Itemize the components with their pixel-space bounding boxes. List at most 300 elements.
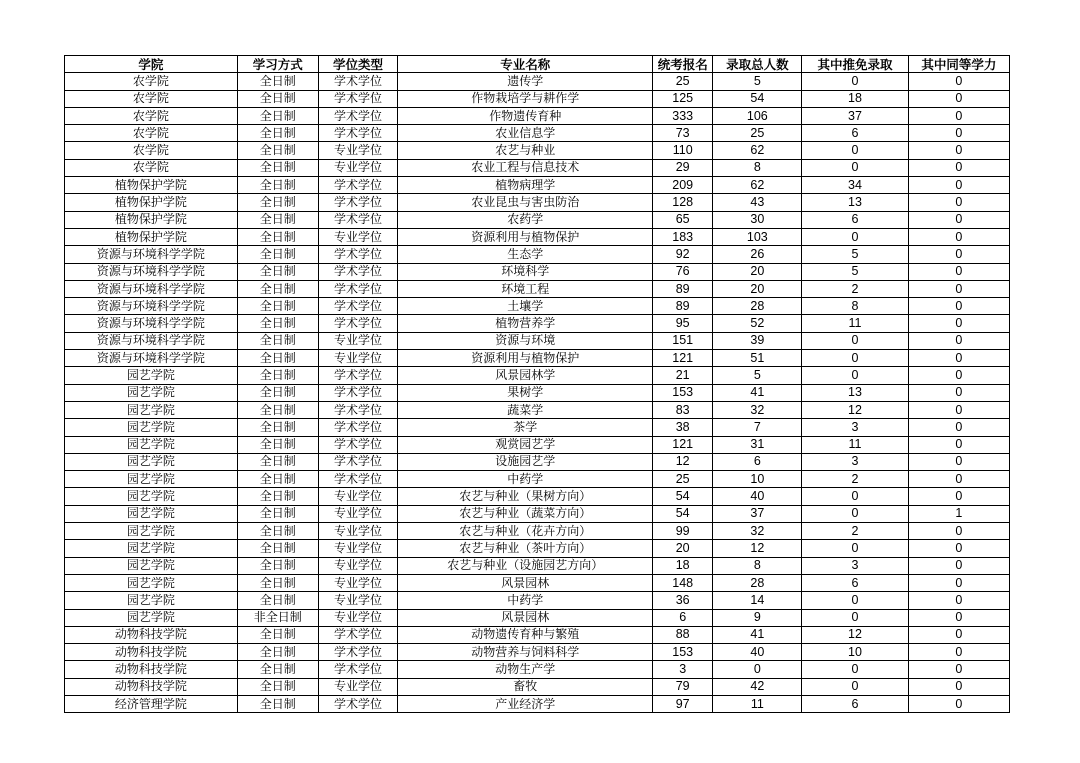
cell-total-admitted: 20 [713,263,802,280]
cell-degree-type: 学术学位 [318,125,398,142]
table-row [65,384,1010,401]
cell-recommended-admitted: 0 [802,350,908,367]
cell-recommended-admitted: 18 [802,90,908,107]
cell-recommended-admitted: 37 [802,107,908,124]
cell-college: 园艺学院 [65,609,238,626]
cell-major-name: 风景园林 [398,574,653,591]
cell-equivalent-education: 0 [908,211,1009,228]
cell-exam-applicants: 89 [653,280,713,297]
header-total-admitted: 录取总人数 [713,56,802,73]
table-row [65,626,1010,643]
table-row [65,298,1010,315]
cell-major-name: 畜牧 [398,678,653,695]
cell-equivalent-education: 0 [908,557,1009,574]
cell-equivalent-education: 0 [908,453,1009,470]
cell-equivalent-education: 0 [908,644,1009,661]
cell-study-mode: 全日制 [237,505,318,522]
header-recommended-admitted: 其中推免录取 [802,56,908,73]
cell-college: 资源与环境科学学院 [65,263,238,280]
cell-exam-applicants: 92 [653,246,713,263]
table-row [65,574,1010,591]
cell-recommended-admitted: 0 [802,142,908,159]
cell-college: 农学院 [65,90,238,107]
cell-exam-applicants: 36 [653,592,713,609]
cell-major-name: 设施园艺学 [398,453,653,470]
cell-degree-type: 专业学位 [318,557,398,574]
cell-equivalent-education: 0 [908,298,1009,315]
cell-degree-type: 学术学位 [318,695,398,712]
cell-recommended-admitted: 0 [802,73,908,90]
cell-study-mode: 全日制 [237,90,318,107]
cell-college: 动物科技学院 [65,678,238,695]
cell-exam-applicants: 153 [653,644,713,661]
cell-major-name: 生态学 [398,246,653,263]
cell-degree-type: 专业学位 [318,540,398,557]
cell-equivalent-education: 0 [908,350,1009,367]
cell-college: 动物科技学院 [65,661,238,678]
cell-college: 农学院 [65,125,238,142]
table-row [65,401,1010,418]
table-row [65,350,1010,367]
cell-recommended-admitted: 0 [802,505,908,522]
cell-equivalent-education: 0 [908,488,1009,505]
cell-total-admitted: 11 [713,695,802,712]
cell-major-name: 植物营养学 [398,315,653,332]
cell-study-mode: 全日制 [237,523,318,540]
cell-college: 农学院 [65,73,238,90]
cell-recommended-admitted: 3 [802,419,908,436]
cell-exam-applicants: 25 [653,73,713,90]
cell-college: 植物保护学院 [65,228,238,245]
cell-college: 园艺学院 [65,488,238,505]
cell-total-admitted: 10 [713,471,802,488]
cell-major-name: 中药学 [398,471,653,488]
cell-major-name: 果树学 [398,384,653,401]
cell-college: 资源与环境科学学院 [65,280,238,297]
cell-study-mode: 全日制 [237,678,318,695]
cell-equivalent-education: 0 [908,263,1009,280]
cell-recommended-admitted: 2 [802,471,908,488]
cell-study-mode: 全日制 [237,107,318,124]
cell-exam-applicants: 25 [653,471,713,488]
cell-exam-applicants: 110 [653,142,713,159]
cell-study-mode: 全日制 [237,246,318,263]
cell-degree-type: 学术学位 [318,384,398,401]
cell-total-admitted: 106 [713,107,802,124]
cell-equivalent-education: 0 [908,574,1009,591]
cell-recommended-admitted: 0 [802,592,908,609]
cell-total-admitted: 43 [713,194,802,211]
table-row [65,367,1010,384]
cell-study-mode: 全日制 [237,661,318,678]
cell-equivalent-education: 0 [908,419,1009,436]
cell-recommended-admitted: 0 [802,609,908,626]
cell-equivalent-education: 1 [908,505,1009,522]
table-row [65,419,1010,436]
cell-degree-type: 专业学位 [318,228,398,245]
cell-recommended-admitted: 8 [802,298,908,315]
cell-degree-type: 专业学位 [318,142,398,159]
cell-equivalent-education: 0 [908,401,1009,418]
cell-degree-type: 学术学位 [318,263,398,280]
cell-major-name: 茶学 [398,419,653,436]
cell-college: 园艺学院 [65,523,238,540]
cell-study-mode: 全日制 [237,488,318,505]
cell-equivalent-education: 0 [908,523,1009,540]
cell-degree-type: 学术学位 [318,419,398,436]
cell-recommended-admitted: 6 [802,211,908,228]
cell-total-admitted: 62 [713,177,802,194]
table-row [65,557,1010,574]
table-row [65,211,1010,228]
cell-exam-applicants: 79 [653,678,713,695]
cell-recommended-admitted: 5 [802,246,908,263]
cell-recommended-admitted: 13 [802,194,908,211]
cell-degree-type: 专业学位 [318,488,398,505]
cell-degree-type: 学术学位 [318,626,398,643]
cell-major-name: 农业工程与信息技术 [398,159,653,176]
table-row [65,246,1010,263]
cell-degree-type: 学术学位 [318,298,398,315]
cell-major-name: 农药学 [398,211,653,228]
cell-total-admitted: 51 [713,350,802,367]
cell-total-admitted: 0 [713,661,802,678]
cell-study-mode: 全日制 [237,332,318,349]
cell-degree-type: 学术学位 [318,211,398,228]
cell-recommended-admitted: 11 [802,436,908,453]
cell-study-mode: 全日制 [237,298,318,315]
cell-equivalent-education: 0 [908,228,1009,245]
cell-study-mode: 全日制 [237,540,318,557]
cell-major-name: 环境工程 [398,280,653,297]
cell-study-mode: 全日制 [237,367,318,384]
cell-exam-applicants: 65 [653,211,713,228]
cell-major-name: 植物病理学 [398,177,653,194]
cell-study-mode: 全日制 [237,125,318,142]
cell-exam-applicants: 3 [653,661,713,678]
cell-degree-type: 专业学位 [318,678,398,695]
cell-degree-type: 学术学位 [318,436,398,453]
cell-recommended-admitted: 12 [802,626,908,643]
cell-study-mode: 全日制 [237,73,318,90]
cell-exam-applicants: 38 [653,419,713,436]
cell-study-mode: 全日制 [237,177,318,194]
cell-study-mode: 全日制 [237,228,318,245]
cell-study-mode: 全日制 [237,315,318,332]
cell-major-name: 产业经济学 [398,695,653,712]
table-row [65,453,1010,470]
cell-exam-applicants: 12 [653,453,713,470]
cell-total-admitted: 39 [713,332,802,349]
cell-equivalent-education: 0 [908,332,1009,349]
cell-total-admitted: 40 [713,488,802,505]
cell-major-name: 资源利用与植物保护 [398,228,653,245]
cell-exam-applicants: 99 [653,523,713,540]
cell-study-mode: 全日制 [237,626,318,643]
cell-major-name: 风景园林 [398,609,653,626]
cell-equivalent-education: 0 [908,436,1009,453]
cell-college: 植物保护学院 [65,211,238,228]
cell-major-name: 中药学 [398,592,653,609]
cell-equivalent-education: 0 [908,471,1009,488]
cell-equivalent-education: 0 [908,125,1009,142]
cell-exam-applicants: 183 [653,228,713,245]
table-row [65,142,1010,159]
cell-recommended-admitted: 13 [802,384,908,401]
cell-college: 动物科技学院 [65,644,238,661]
cell-degree-type: 学术学位 [318,453,398,470]
table-row [65,177,1010,194]
cell-degree-type: 专业学位 [318,350,398,367]
cell-degree-type: 专业学位 [318,159,398,176]
cell-recommended-admitted: 3 [802,453,908,470]
cell-total-admitted: 31 [713,436,802,453]
cell-major-name: 土壤学 [398,298,653,315]
cell-college: 植物保护学院 [65,177,238,194]
table-row [65,523,1010,540]
cell-total-admitted: 5 [713,73,802,90]
cell-equivalent-education: 0 [908,315,1009,332]
cell-degree-type: 学术学位 [318,194,398,211]
cell-study-mode: 全日制 [237,592,318,609]
cell-college: 园艺学院 [65,540,238,557]
table-row [65,315,1010,332]
cell-total-admitted: 26 [713,246,802,263]
cell-exam-applicants: 54 [653,505,713,522]
table-row [65,159,1010,176]
table-row [65,592,1010,609]
cell-exam-applicants: 151 [653,332,713,349]
cell-equivalent-education: 0 [908,678,1009,695]
cell-study-mode: 非全日制 [237,609,318,626]
cell-exam-applicants: 121 [653,436,713,453]
cell-degree-type: 学术学位 [318,367,398,384]
cell-college: 园艺学院 [65,401,238,418]
table-row [65,332,1010,349]
cell-major-name: 观赏园艺学 [398,436,653,453]
cell-study-mode: 全日制 [237,263,318,280]
table-row [65,228,1010,245]
cell-study-mode: 全日制 [237,419,318,436]
cell-equivalent-education: 0 [908,384,1009,401]
cell-degree-type: 专业学位 [318,523,398,540]
cell-major-name: 农艺与种业 [398,142,653,159]
cell-recommended-admitted: 6 [802,574,908,591]
cell-total-admitted: 7 [713,419,802,436]
cell-study-mode: 全日制 [237,401,318,418]
table-row [65,194,1010,211]
cell-total-admitted: 62 [713,142,802,159]
table-header-row [65,56,1010,73]
cell-degree-type: 专业学位 [318,592,398,609]
cell-equivalent-education: 0 [908,626,1009,643]
cell-study-mode: 全日制 [237,280,318,297]
cell-college: 园艺学院 [65,367,238,384]
cell-exam-applicants: 97 [653,695,713,712]
cell-equivalent-education: 0 [908,661,1009,678]
cell-exam-applicants: 89 [653,298,713,315]
cell-degree-type: 学术学位 [318,280,398,297]
admissions-table [64,55,1010,713]
cell-major-name: 风景园林学 [398,367,653,384]
header-major-name: 专业名称 [398,56,653,73]
cell-degree-type: 学术学位 [318,471,398,488]
cell-total-admitted: 25 [713,125,802,142]
cell-recommended-admitted: 0 [802,488,908,505]
cell-college: 园艺学院 [65,419,238,436]
cell-college: 资源与环境科学学院 [65,246,238,263]
cell-college: 资源与环境科学学院 [65,315,238,332]
cell-college: 农学院 [65,142,238,159]
table-row [65,488,1010,505]
cell-equivalent-education: 0 [908,592,1009,609]
cell-total-admitted: 42 [713,678,802,695]
cell-total-admitted: 6 [713,453,802,470]
cell-equivalent-education: 0 [908,609,1009,626]
cell-major-name: 蔬菜学 [398,401,653,418]
cell-major-name: 作物遗传育种 [398,107,653,124]
cell-equivalent-education: 0 [908,194,1009,211]
table-row [65,107,1010,124]
cell-major-name: 动物营养与饲料科学 [398,644,653,661]
table-body [65,73,1010,713]
cell-total-admitted: 52 [713,315,802,332]
cell-recommended-admitted: 0 [802,228,908,245]
cell-major-name: 环境科学 [398,263,653,280]
cell-degree-type: 学术学位 [318,73,398,90]
cell-major-name: 资源利用与植物保护 [398,350,653,367]
cell-recommended-admitted: 11 [802,315,908,332]
table-row [65,436,1010,453]
table-row [65,280,1010,297]
cell-recommended-admitted: 0 [802,678,908,695]
cell-college: 园艺学院 [65,505,238,522]
table-row [65,263,1010,280]
cell-equivalent-education: 0 [908,159,1009,176]
cell-total-admitted: 12 [713,540,802,557]
cell-total-admitted: 8 [713,159,802,176]
cell-major-name: 动物遗传育种与繁殖 [398,626,653,643]
cell-total-admitted: 40 [713,644,802,661]
cell-exam-applicants: 88 [653,626,713,643]
cell-equivalent-education: 0 [908,107,1009,124]
cell-total-admitted: 28 [713,574,802,591]
cell-college: 经济管理学院 [65,695,238,712]
table-row [65,471,1010,488]
cell-exam-applicants: 20 [653,540,713,557]
cell-study-mode: 全日制 [237,644,318,661]
cell-exam-applicants: 125 [653,90,713,107]
cell-equivalent-education: 0 [908,246,1009,263]
table-row [65,661,1010,678]
cell-recommended-admitted: 6 [802,125,908,142]
cell-study-mode: 全日制 [237,574,318,591]
cell-college: 资源与环境科学学院 [65,350,238,367]
cell-equivalent-education: 0 [908,90,1009,107]
cell-study-mode: 全日制 [237,453,318,470]
cell-recommended-admitted: 6 [802,695,908,712]
cell-degree-type: 学术学位 [318,315,398,332]
cell-equivalent-education: 0 [908,142,1009,159]
cell-degree-type: 学术学位 [318,90,398,107]
cell-equivalent-education: 0 [908,367,1009,384]
cell-equivalent-education: 0 [908,695,1009,712]
header-college: 学院 [65,56,238,73]
cell-recommended-admitted: 2 [802,523,908,540]
cell-college: 园艺学院 [65,592,238,609]
cell-total-admitted: 41 [713,626,802,643]
table-row [65,73,1010,90]
cell-major-name: 动物生产学 [398,661,653,678]
cell-exam-applicants: 18 [653,557,713,574]
cell-college: 资源与环境科学学院 [65,298,238,315]
cell-degree-type: 专业学位 [318,609,398,626]
cell-degree-type: 学术学位 [318,107,398,124]
cell-major-name: 遗传学 [398,73,653,90]
cell-college: 园艺学院 [65,574,238,591]
cell-recommended-admitted: 3 [802,557,908,574]
cell-exam-applicants: 95 [653,315,713,332]
header-equivalent-education: 其中同等学力 [908,56,1009,73]
cell-total-admitted: 14 [713,592,802,609]
cell-equivalent-education: 0 [908,280,1009,297]
cell-exam-applicants: 29 [653,159,713,176]
cell-degree-type: 专业学位 [318,505,398,522]
table-row [65,609,1010,626]
cell-degree-type: 学术学位 [318,661,398,678]
cell-degree-type: 学术学位 [318,401,398,418]
cell-recommended-admitted: 0 [802,332,908,349]
cell-college: 园艺学院 [65,384,238,401]
cell-college: 资源与环境科学学院 [65,332,238,349]
cell-major-name: 农艺与种业（蔬菜方向） [398,505,653,522]
cell-total-admitted: 5 [713,367,802,384]
cell-exam-applicants: 76 [653,263,713,280]
cell-major-name: 农艺与种业（花卉方向） [398,523,653,540]
cell-degree-type: 学术学位 [318,246,398,263]
cell-major-name: 农业信息学 [398,125,653,142]
cell-recommended-admitted: 2 [802,280,908,297]
cell-degree-type: 专业学位 [318,574,398,591]
cell-degree-type: 学术学位 [318,644,398,661]
cell-major-name: 农艺与种业（果树方向） [398,488,653,505]
header-exam-applicants: 统考报名 [653,56,713,73]
cell-equivalent-education: 0 [908,177,1009,194]
cell-exam-applicants: 148 [653,574,713,591]
cell-study-mode: 全日制 [237,557,318,574]
table-row [65,644,1010,661]
cell-major-name: 农业昆虫与害虫防治 [398,194,653,211]
cell-exam-applicants: 73 [653,125,713,142]
cell-recommended-admitted: 5 [802,263,908,280]
cell-study-mode: 全日制 [237,471,318,488]
cell-study-mode: 全日制 [237,142,318,159]
cell-recommended-admitted: 0 [802,661,908,678]
cell-degree-type: 专业学位 [318,332,398,349]
cell-degree-type: 学术学位 [318,177,398,194]
header-degree-type: 学位类型 [318,56,398,73]
cell-exam-applicants: 333 [653,107,713,124]
cell-study-mode: 全日制 [237,211,318,228]
table-row [65,678,1010,695]
cell-exam-applicants: 153 [653,384,713,401]
cell-study-mode: 全日制 [237,350,318,367]
cell-total-admitted: 37 [713,505,802,522]
table-row [65,540,1010,557]
cell-total-admitted: 30 [713,211,802,228]
cell-study-mode: 全日制 [237,384,318,401]
cell-study-mode: 全日制 [237,695,318,712]
